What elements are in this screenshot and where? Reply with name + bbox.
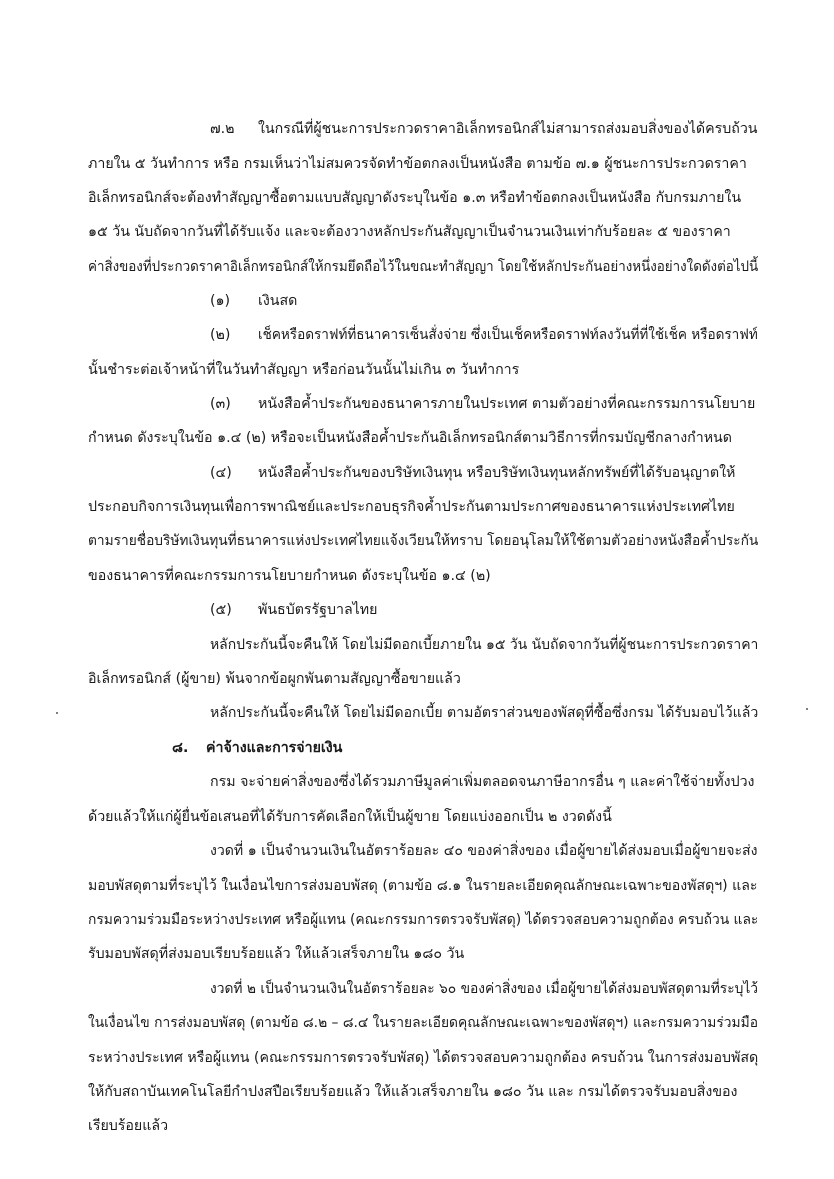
item-1-number: (๑) xyxy=(210,293,231,309)
item-4-number: (๔) xyxy=(210,465,232,481)
installment-2-line: งวดที่ ๒ เป็นจำนวนเงินในอัตราร้อยละ ๖๐ ของค่าสิ่งของ เมื่อผู้ขายได้ส่งมอบพัสดุตามที่ระบุไว้ xyxy=(210,981,759,997)
installment-2-line: เรียบร้อยแล้ว xyxy=(88,1118,169,1134)
section-7-2-line: ค่าสิ่งของที่ประกวดราคาอิเล็กทรอนิกส์ให้กรมยึดถือไว้ในขณะทำสัญญา โดยใช้หลักประกันอย่างหนึ่งอย่างใดดังต่อไปนี้ xyxy=(88,259,759,275)
guarantee-return-line: หลักประกันนี้จะคืนให้ โดยไม่มีดอกเบี้ยภายใน ๑๕ วัน นับถัดจากวันที่ผู้ชนะการประกวดราคา xyxy=(210,637,759,653)
section-8-intro-line: ด้วยแล้วให้แก่ผู้ยื่นข้อเสนอที่ได้รับการคัดเลือกให้เป็นผู้ขาย โดยแบ่งออกเป็น ๒ งวดดังนี้ xyxy=(88,809,612,825)
installment-1-line: รับมอบพัสดุที่ส่งมอบเรียบร้อยแล้ว ให้แล้วเสร็จภายใน ๑๘๐ วัน xyxy=(88,946,465,962)
installment-1-line: มอบพัสดุตามที่ระบุไว้ ในเงื่อนไขการส่งมอบพัสดุ (ตามข้อ ๘.๑ ในรายละเอียดคุณลักษณะเฉพาะของพัสดุฯ) และ xyxy=(88,878,758,894)
item-1-text: เงินสด xyxy=(258,293,298,309)
section-7-2-line: อิเล็กทรอนิกส์จะต้องทำสัญญาซื้อตามแบบสัญญาดังระบุในข้อ ๑.๓ หรือทำข้อตกลงเป็นหนังสือ กับกรมภายใน xyxy=(88,190,742,206)
item-2-text: เช็คหรือดราฟท์ที่ธนาคารเซ็นสั่งจ่าย ซึ่งเป็นเช็คหรือดราฟท์ลงวันที่ที่ใช้เช็ค หรือดราฟท์ xyxy=(258,327,758,343)
section-7-2-line: ๑๕ วัน นับถัดจากวันที่ได้รับแจ้ง และจะต้องวางหลักประกันสัญญาเป็นจำนวนเงินเท่ากับร้อยละ ๕ ของราคา xyxy=(88,224,731,240)
item-4-text: ตามรายชื่อบริษัทเงินทุนที่ธนาคารแห่งประเทศไทยแจ้งเวียนให้ทราบ โดยอนุโลมให้ใช้ตามตัวอย่างหนังสือค้ำประกัน xyxy=(88,533,759,549)
item-3-number: (๓) xyxy=(210,396,231,412)
item-2-text: นั้นชำระต่อเจ้าหน้าที่ในวันทำสัญญา หรือก่อนวันนั้นไม่เกิน ๓ วันทำการ xyxy=(88,362,520,378)
installment-2-line: ระหว่างประเทศ หรือผู้แทน (คณะกรรมการตรวจรับพัสดุ) ได้ตรวจสอบความถูกต้อง ครบถ้วน ในการส่งมอบพัสดุ xyxy=(88,1050,759,1066)
scan-speck xyxy=(806,708,808,710)
section-8-number: ๘. xyxy=(172,740,189,756)
scan-speck xyxy=(56,712,58,714)
installment-2-line: ให้กับสถาบันเทคโนโลยีกำปงสปือเรียบร้อยแล้ว ให้แล้วเสร็จภายใน ๑๘๐ วัน และ กรมได้ตรวจรับมอบสิ่งของ xyxy=(88,1084,738,1100)
item-4-text: หนังสือค้ำประกันของบริษัทเงินทุน หรือบริษัทเงินทุนหลักทรัพย์ที่ได้รับอนุญาตให้ xyxy=(258,465,736,481)
section-8-title: ค่าจ้างและการจ่ายเงิน xyxy=(206,740,343,756)
item-3-text: หนังสือค้ำประกันของธนาคารภายในประเทศ ตามตัวอย่างที่คณะกรรมการนโยบาย xyxy=(258,396,756,412)
installment-2-line: ในเงื่อนไข การส่งมอบพัสดุ (ตามข้อ ๘.๒ – ๘.๔ ในรายละเอียดคุณลักษณะเฉพาะของพัสดุฯ) และกรมความร่วมมือ xyxy=(88,1015,758,1031)
section-7-2-line: ในกรณีที่ผู้ชนะการประกวดราคาอิเล็กทรอนิกส์ไม่สามารถส่งมอบสิ่งของได้ครบถ้วน xyxy=(258,121,758,137)
guarantee-return-line: อิเล็กทรอนิกส์ (ผู้ขาย) พ้นจากข้อผูกพันตามสัญญาซื้อขายแล้ว xyxy=(88,671,461,687)
item-5-number: (๕) xyxy=(210,602,232,618)
installment-1-line: งวดที่ ๑ เป็นจำนวนเงินในอัตราร้อยละ ๔๐ ของค่าสิ่งของ เมื่อผู้ขายได้ส่งมอบเมื่อผู้ขายจะส่ง xyxy=(210,843,758,859)
section-8-intro-line: กรม จะจ่ายค่าสิ่งของซึ่งได้รวมภาษีมูลค่าเพิ่มตลอดจนภาษีอากรอื่น ๆ และค่าใช้จ่ายทั้งปวง xyxy=(210,774,755,790)
item-4-text: ของธนาคารที่คณะกรรมการนโยบายกำหนด ดังระบุในข้อ ๑.๔ (๒) xyxy=(88,568,491,584)
section-7-2-line: ภายใน ๕ วันทำการ หรือ กรมเห็นว่าไม่สมควรจัดทำข้อตกลงเป็นหนังสือ ตามข้อ ๗.๑ ผู้ชนะการประกวดราคา xyxy=(88,156,747,172)
item-4-text: ประกอบกิจการเงินทุนเพื่อการพาณิชย์และประกอบธุรกิจค้ำประกันตามประกาศของธนาคารแห่งประเทศไทย xyxy=(88,499,735,515)
item-2-number: (๒) xyxy=(210,327,231,343)
item-5-text: พันธบัตรรัฐบาลไทย xyxy=(258,602,378,618)
section-7-2-number: ๗.๒ xyxy=(210,121,235,137)
guarantee-return-line: หลักประกันนี้จะคืนให้ โดยไม่มีดอกเบี้ย ตามอัตราส่วนของพัสดุที่ซื้อซึ่งกรม ได้รับมอบไว้แล้ว xyxy=(210,705,759,721)
installment-1-line: กรมความร่วมมือระหว่างประเทศ หรือผู้แทน (คณะกรรมการตรวจรับพัสดุ) ได้ตรวจสอบความถูกต้อง ครบถ้วน และ xyxy=(88,912,759,928)
item-3-text: กำหนด ดังระบุในข้อ ๑.๔ (๒) หรือจะเป็นหนังสือค้ำประกันอิเล็กทรอนิกส์ตามวิธีการที่กรมบัญชีกลางกำหนด xyxy=(88,430,732,446)
